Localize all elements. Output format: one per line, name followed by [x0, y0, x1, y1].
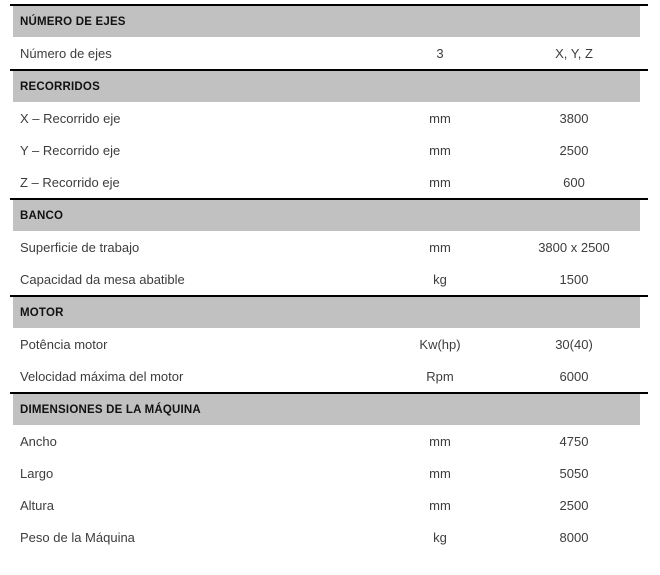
- table-row: [10, 457, 648, 489]
- row-value: 30(40): [555, 336, 593, 352]
- row-value: 3800: [559, 110, 589, 126]
- table-row: [10, 166, 648, 198]
- section-rows: [10, 231, 648, 295]
- row-value: X, Y, Z: [555, 45, 593, 61]
- row-label: Peso de la Máquina: [20, 529, 135, 545]
- row-unit: mm: [429, 174, 451, 190]
- table-row: [10, 231, 648, 263]
- row-unit: kg: [433, 529, 447, 545]
- row-label: Velocidad máxima del motor: [20, 368, 184, 384]
- row-value: 1500: [559, 271, 589, 287]
- section-rows: [10, 328, 648, 392]
- row-label: X – Recorrido eje: [20, 110, 121, 126]
- table-row: [10, 521, 648, 553]
- spec-section: [10, 198, 648, 295]
- row-label: Potência motor: [20, 336, 108, 352]
- section-header: BANCO: [13, 200, 640, 231]
- row-label: Z – Recorrido eje: [20, 174, 120, 190]
- row-unit: Rpm: [426, 368, 454, 384]
- row-unit: mm: [429, 142, 451, 158]
- table-row: [10, 37, 648, 69]
- spec-table: [10, 4, 648, 553]
- row-unit: mm: [429, 433, 451, 449]
- row-label: Capacidad da mesa abatible: [20, 271, 185, 287]
- section-rows: [10, 37, 648, 69]
- row-label: Altura: [20, 497, 54, 513]
- section-header: MOTOR: [13, 297, 640, 328]
- row-value: 4750: [559, 433, 589, 449]
- row-value: 5050: [559, 465, 589, 481]
- row-unit: mm: [429, 465, 451, 481]
- row-unit: Kw(hp): [419, 336, 461, 352]
- row-label: Número de ejes: [20, 45, 112, 61]
- row-unit: mm: [429, 239, 451, 255]
- table-row: [10, 263, 648, 295]
- section-rows: [10, 425, 648, 553]
- row-label: Ancho: [20, 433, 57, 449]
- table-row: [10, 360, 648, 392]
- spec-section: [10, 69, 648, 198]
- row-value: 8000: [559, 529, 589, 545]
- row-value: 3800 x 2500: [538, 239, 610, 255]
- row-value: 6000: [559, 368, 589, 384]
- table-row: [10, 328, 648, 360]
- table-row: [10, 102, 648, 134]
- spec-section: [10, 295, 648, 392]
- row-value: 600: [563, 174, 585, 190]
- row-label: Superficie de trabajo: [20, 239, 140, 255]
- row-unit: 3: [436, 45, 444, 61]
- section-header: NÚMERO DE EJES: [13, 6, 640, 37]
- row-value: 2500: [559, 497, 589, 513]
- row-value: 2500: [559, 142, 589, 158]
- spec-section: [10, 4, 648, 69]
- row-unit: mm: [429, 110, 451, 126]
- section-rows: [10, 102, 648, 198]
- table-row: [10, 489, 648, 521]
- row-label: Largo: [20, 465, 54, 481]
- spec-section: [10, 392, 648, 553]
- row-label: Y – Recorrido eje: [20, 142, 121, 158]
- section-header: DIMENSIONES DE LA MÁQUINA: [13, 394, 640, 425]
- table-row: [10, 425, 648, 457]
- row-unit: kg: [433, 271, 447, 287]
- section-header: RECORRIDOS: [13, 71, 640, 102]
- table-row: [10, 134, 648, 166]
- row-unit: mm: [429, 497, 451, 513]
